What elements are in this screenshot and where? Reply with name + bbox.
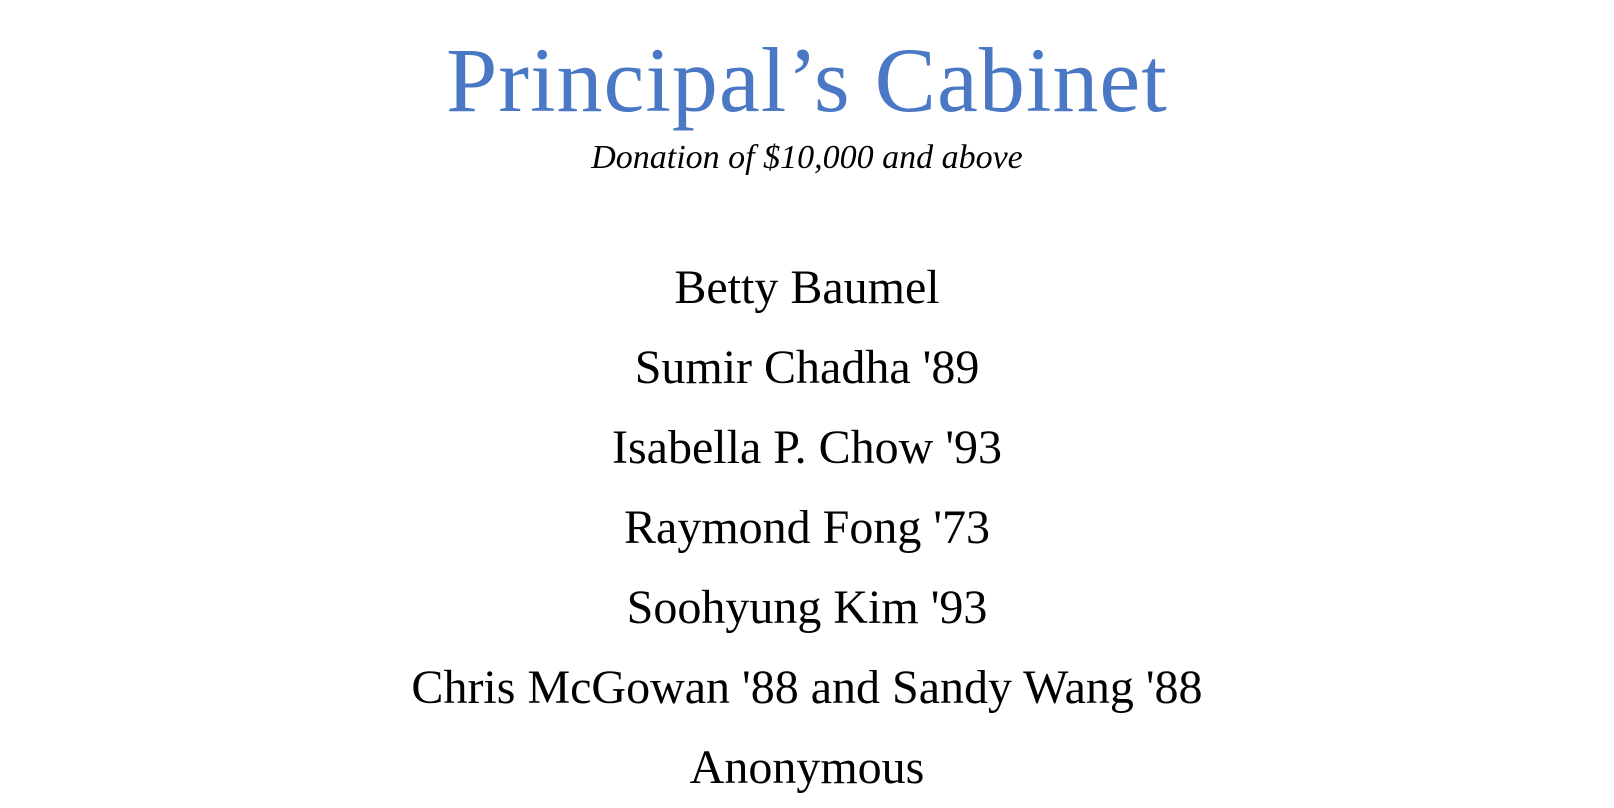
donation-level-subtitle: Donation of $10,000 and above [591,139,1023,176]
page-title: Principal’s Cabinet [446,29,1168,131]
donor-name: Chris McGowan '88 and Sandy Wang '88 [411,661,1203,714]
donor-name: Soohyung Kim '93 [626,581,988,634]
donor-name: Betty Baumel [674,261,940,314]
donor-name: Isabella P. Chow '93 [612,421,1002,474]
donor-list [0,248,1614,808]
donor-name: Sumir Chadha '89 [634,341,980,394]
donor-name: Anonymous [689,741,925,794]
donor-name: Raymond Fong '73 [624,501,990,554]
